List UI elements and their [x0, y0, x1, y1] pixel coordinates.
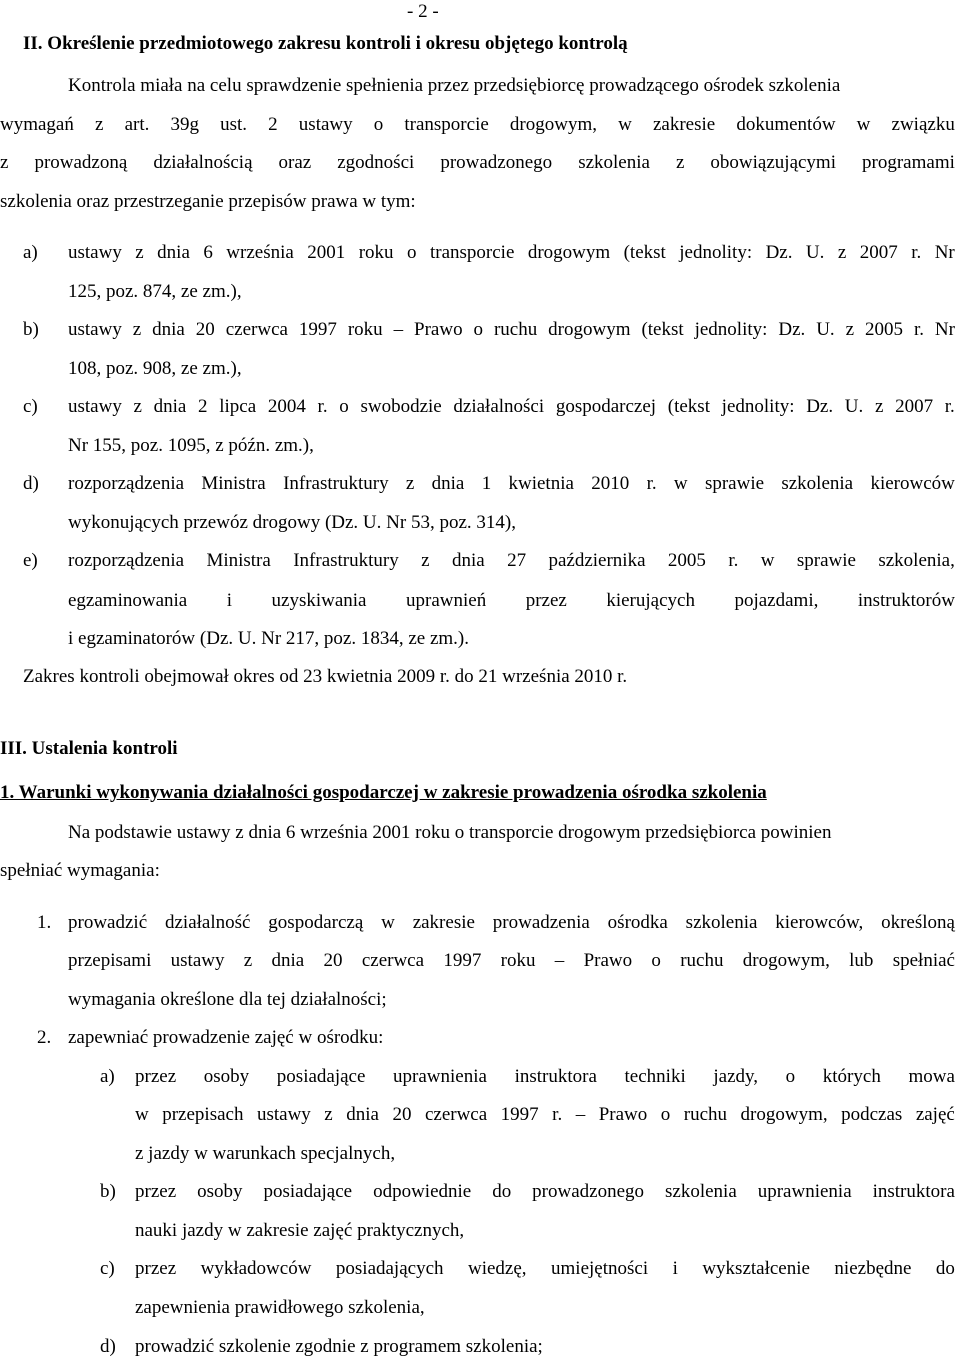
word: rozporządzenia	[68, 550, 185, 571]
word: związku	[891, 114, 955, 135]
word: z	[243, 950, 253, 971]
word: drogowym	[548, 319, 631, 340]
word: U.	[805, 242, 825, 263]
word: 2005	[667, 550, 706, 571]
list-marker: c)	[100, 1258, 115, 1279]
list-marker: c)	[23, 396, 38, 417]
word: września	[226, 242, 294, 263]
word: 2	[198, 396, 208, 417]
word: działalność	[164, 912, 251, 933]
word: Nr	[934, 319, 955, 340]
word: z	[421, 550, 430, 571]
list-marker: d)	[23, 473, 39, 494]
word: z	[405, 473, 415, 494]
word: działalnością	[153, 152, 253, 173]
word: Dz.	[778, 319, 806, 340]
word: wykładowców	[200, 1258, 312, 1279]
word: jazdy,	[713, 1066, 759, 1087]
word: 2	[268, 114, 278, 135]
word: 27	[507, 550, 527, 571]
word: sprawie	[704, 473, 765, 494]
word: art.	[124, 114, 150, 135]
word: ruchu	[683, 1104, 728, 1125]
word: spełniać	[892, 950, 955, 971]
word: Infrastruktury	[283, 473, 389, 494]
word: z	[135, 242, 144, 263]
word: kierowców,	[775, 912, 864, 933]
word: Dz.	[806, 396, 834, 417]
word: zakresie	[652, 114, 716, 135]
word: sprawie	[796, 550, 856, 571]
word: jednolity:	[721, 396, 795, 417]
word: zgodności	[337, 152, 415, 173]
paragraph-line	[0, 114, 955, 136]
word: z	[0, 152, 9, 173]
word: instruktorów	[857, 590, 955, 611]
word: Ministra	[201, 473, 266, 494]
list-item-line	[68, 473, 955, 495]
list-item-line: prowadzić szkolenie zgodnie z programem szkolenia;	[135, 1336, 543, 1357]
word: programami	[862, 152, 955, 173]
list-marker: d)	[100, 1336, 116, 1357]
word: r.	[944, 396, 955, 417]
word: których	[822, 1066, 881, 1087]
word: oraz	[278, 152, 312, 173]
word: r.	[913, 319, 924, 340]
word: zajęć	[915, 1104, 955, 1125]
word: Dz.	[765, 242, 793, 263]
word: –	[393, 319, 404, 340]
word: U.	[816, 319, 835, 340]
word: dnia	[271, 950, 305, 971]
list-item-line: wykonujących przewóz drogowy (Dz. U. Nr 53, poz. 314),	[68, 512, 516, 533]
list-item-line	[68, 242, 955, 264]
word: prowadzonego	[440, 152, 553, 173]
word: 20	[392, 1104, 412, 1125]
word: i	[226, 590, 233, 611]
word: w	[673, 473, 688, 494]
word: z	[845, 319, 855, 340]
list-item-line: z jazdy w warunkach specjalnych,	[135, 1143, 396, 1164]
word: dokumentów	[736, 114, 836, 135]
word: transporcie	[404, 114, 489, 135]
word: gospodarczej	[555, 396, 657, 417]
word: w	[135, 1104, 149, 1125]
word: o	[473, 319, 484, 340]
word: przepisami	[68, 950, 152, 971]
word: mowa	[908, 1066, 955, 1087]
word: r.	[552, 1104, 563, 1125]
word: dnia	[451, 550, 485, 571]
word: uprawnienia	[757, 1181, 852, 1202]
word: dnia	[153, 396, 187, 417]
list-item-line	[68, 590, 955, 612]
word: techniki	[624, 1066, 686, 1087]
word: ustawy	[68, 242, 122, 263]
word: z	[874, 396, 884, 417]
word: przez	[135, 1181, 177, 1202]
word: posiadające	[263, 1181, 353, 1202]
word: ruchu	[493, 319, 538, 340]
word: wymagań	[0, 114, 74, 135]
word: instruktora	[872, 1181, 955, 1202]
word: kwietnia	[508, 473, 574, 494]
word: Prawo	[414, 319, 463, 340]
paragraph-line: Zakres kontroli obejmował okres od 23 kwietnia 2009 r. do 21 września 2010 r.	[23, 666, 628, 687]
word: egzaminowania	[68, 590, 188, 611]
word: w	[618, 114, 632, 135]
list-item-line: zapewniać prowadzenie zajęć w ośrodku:	[68, 1027, 384, 1048]
word: z	[675, 152, 685, 173]
word: 1997	[298, 319, 337, 340]
list-item-line: Nr 155, poz. 1095, z późn. zm.),	[68, 435, 314, 456]
word: drogowym,	[509, 114, 597, 135]
word: posiadające	[276, 1066, 366, 1087]
word: z	[133, 396, 142, 417]
word: szkolenia	[685, 912, 758, 933]
word: 6	[203, 242, 213, 263]
word: niezbędne	[834, 1258, 912, 1279]
list-item-line	[135, 1181, 955, 1203]
word: z	[324, 1104, 333, 1125]
word: października	[548, 550, 646, 571]
word: zakresie	[412, 912, 475, 933]
word: o	[407, 242, 417, 263]
word: podczas	[841, 1104, 903, 1125]
word: 1	[481, 473, 492, 494]
word: prowadzenia	[492, 912, 590, 933]
word: z	[95, 114, 104, 135]
word: o	[373, 114, 384, 135]
word: U.	[844, 396, 864, 417]
word: ustawy	[68, 319, 122, 340]
section-heading: II. Określenie przedmiotowego zakresu kontroli i okresu objętego kontrolą	[23, 33, 628, 54]
word: r.	[728, 550, 739, 571]
word: przez	[135, 1258, 177, 1279]
word: lipca	[219, 396, 257, 417]
word: dnia	[346, 1104, 379, 1125]
word: osoby	[197, 1181, 243, 1202]
list-marker: b)	[100, 1181, 116, 1202]
paragraph-line	[0, 152, 955, 174]
word: pojazdami,	[734, 590, 819, 611]
word: Prawo	[598, 1104, 648, 1125]
word: roku	[500, 950, 536, 971]
word: r.	[317, 396, 328, 417]
word: ustawy	[256, 1104, 311, 1125]
page-number: - 2 -	[407, 1, 439, 22]
word: prowadzonego	[532, 1181, 645, 1202]
word: z	[132, 319, 142, 340]
word: 2010	[591, 473, 630, 494]
list-marker: e)	[23, 550, 38, 571]
word: o	[660, 1104, 671, 1125]
word: 2007	[895, 396, 934, 417]
word: o	[785, 1066, 796, 1087]
word: ustawy	[68, 396, 122, 417]
paragraph-line: spełniać wymagania:	[0, 860, 160, 881]
word: 2005	[865, 319, 903, 340]
word: obowiązującymi	[710, 152, 836, 173]
word: przepisach	[162, 1104, 244, 1125]
list-marker: 1.	[37, 912, 52, 933]
word: czerwca	[424, 1104, 488, 1125]
word: z	[837, 242, 847, 263]
list-item-line	[135, 1258, 955, 1280]
word: (tekst	[667, 396, 710, 417]
word: (tekst	[623, 242, 666, 263]
word: ust.	[220, 114, 248, 135]
word: w	[381, 912, 395, 933]
word: w	[856, 114, 871, 135]
list-item-line	[68, 550, 955, 572]
section-heading: III. Ustalenia kontroli	[0, 738, 178, 759]
word: i	[672, 1258, 678, 1279]
word: r.	[911, 242, 922, 263]
word: roku	[347, 319, 383, 340]
list-item-line: nauki jazdy w zakresie zajęć praktycznych,	[135, 1220, 465, 1241]
list-item-line: wymagania określone dla tej działalności;	[68, 989, 387, 1010]
word: Nr	[934, 242, 955, 263]
word: jednolity:	[679, 242, 753, 263]
word: do	[935, 1258, 955, 1279]
word: lub	[849, 950, 874, 971]
word: drogowym,	[740, 1104, 828, 1125]
paragraph-line: szkolenia oraz przestrzeganie przepisów prawa w tym:	[0, 191, 416, 212]
word: ruchu	[680, 950, 724, 971]
paragraph-line: Kontrola miała na celu sprawdzenie spełnienia przez przedsiębiorcę prowadzącego ośrodek szkolenia	[68, 75, 841, 96]
word: dnia	[152, 319, 185, 340]
list-item-line: 125, poz. 874, ze zm.),	[68, 281, 242, 302]
list-marker: a)	[23, 242, 38, 263]
word: (tekst	[641, 319, 684, 340]
list-item-line	[68, 950, 955, 972]
word: kierujących	[606, 590, 695, 611]
word: kierowców	[870, 473, 955, 494]
word: szkolenia	[781, 473, 854, 494]
list-marker: 2.	[37, 1027, 52, 1048]
word: do	[492, 1181, 512, 1202]
word: osoby	[203, 1066, 250, 1087]
word: 39g	[170, 114, 199, 135]
list-item-line: 108, poz. 908, ze zm.),	[68, 358, 242, 379]
word: ustawy	[170, 950, 225, 971]
word: wiedzę,	[467, 1258, 527, 1279]
word: prowadzić	[68, 912, 148, 933]
word: odpowiednie	[373, 1181, 472, 1202]
word: 2007	[859, 242, 898, 263]
word: działalności	[453, 396, 545, 417]
word: w	[760, 550, 775, 571]
word: szkolenia	[665, 1181, 737, 1202]
list-item-line	[68, 912, 955, 934]
subsection-heading: 1. Warunki wykonywania działalności gospodarczej w zakresie prowadzenia ośrodka szkolenia	[0, 782, 767, 803]
word: drogowym	[527, 242, 611, 263]
list-item-line: zapewnienia prawidłowego szkolenia,	[135, 1297, 425, 1318]
list-item-line	[135, 1066, 955, 1088]
word: umiejętności	[551, 1258, 649, 1279]
word: posiadających	[335, 1258, 444, 1279]
word: o	[339, 396, 349, 417]
word: roku	[358, 242, 394, 263]
word: transporcie	[429, 242, 515, 263]
word: dnia	[431, 473, 465, 494]
word: wykształcenie	[702, 1258, 810, 1279]
word: 1997	[500, 1104, 539, 1125]
word: o	[651, 950, 661, 971]
list-item-line	[135, 1104, 955, 1126]
word: uprawnień	[406, 590, 487, 611]
word: uprawnienia	[393, 1066, 487, 1087]
word: swobodzie	[360, 396, 442, 417]
word: określoną	[881, 912, 955, 933]
word: 20	[195, 319, 215, 340]
word: rozporządzenia	[68, 473, 185, 494]
word: 1997	[443, 950, 482, 971]
word: prowadzoną	[34, 152, 128, 173]
word: gospodarczą	[268, 912, 364, 933]
word: dnia	[157, 242, 190, 263]
word: ustawy	[298, 114, 353, 135]
word: uzyskiwania	[271, 590, 367, 611]
word: ośrodka	[607, 912, 668, 933]
list-item-line	[68, 319, 955, 341]
word: czerwca	[361, 950, 425, 971]
word: drogowym,	[742, 950, 830, 971]
word: szkolenia,	[878, 550, 955, 571]
word: jednolity:	[694, 319, 768, 340]
list-marker: b)	[23, 319, 39, 340]
word: czerwca	[225, 319, 288, 340]
paragraph-line: Na podstawie ustawy z dnia 6 września 2001 roku o transporcie drogowym przedsiębiorca powinien	[68, 822, 832, 843]
list-item-line	[68, 396, 955, 418]
word: Infrastruktury	[293, 550, 399, 571]
word: –	[575, 1104, 586, 1125]
word: 2004	[267, 396, 306, 417]
word: Prawo	[583, 950, 633, 971]
word: instruktora	[514, 1066, 597, 1087]
word: –	[554, 950, 565, 971]
word: Ministra	[206, 550, 271, 571]
word: przez	[135, 1066, 177, 1087]
word: 2001	[307, 242, 346, 263]
word: r.	[646, 473, 657, 494]
word: 20	[323, 950, 343, 971]
word: szkolenia	[578, 152, 650, 173]
word: przez	[525, 590, 567, 611]
list-item-line: i egzaminatorów (Dz. U. Nr 217, poz. 1834, ze zm.).	[68, 628, 469, 649]
list-marker: a)	[100, 1066, 115, 1087]
